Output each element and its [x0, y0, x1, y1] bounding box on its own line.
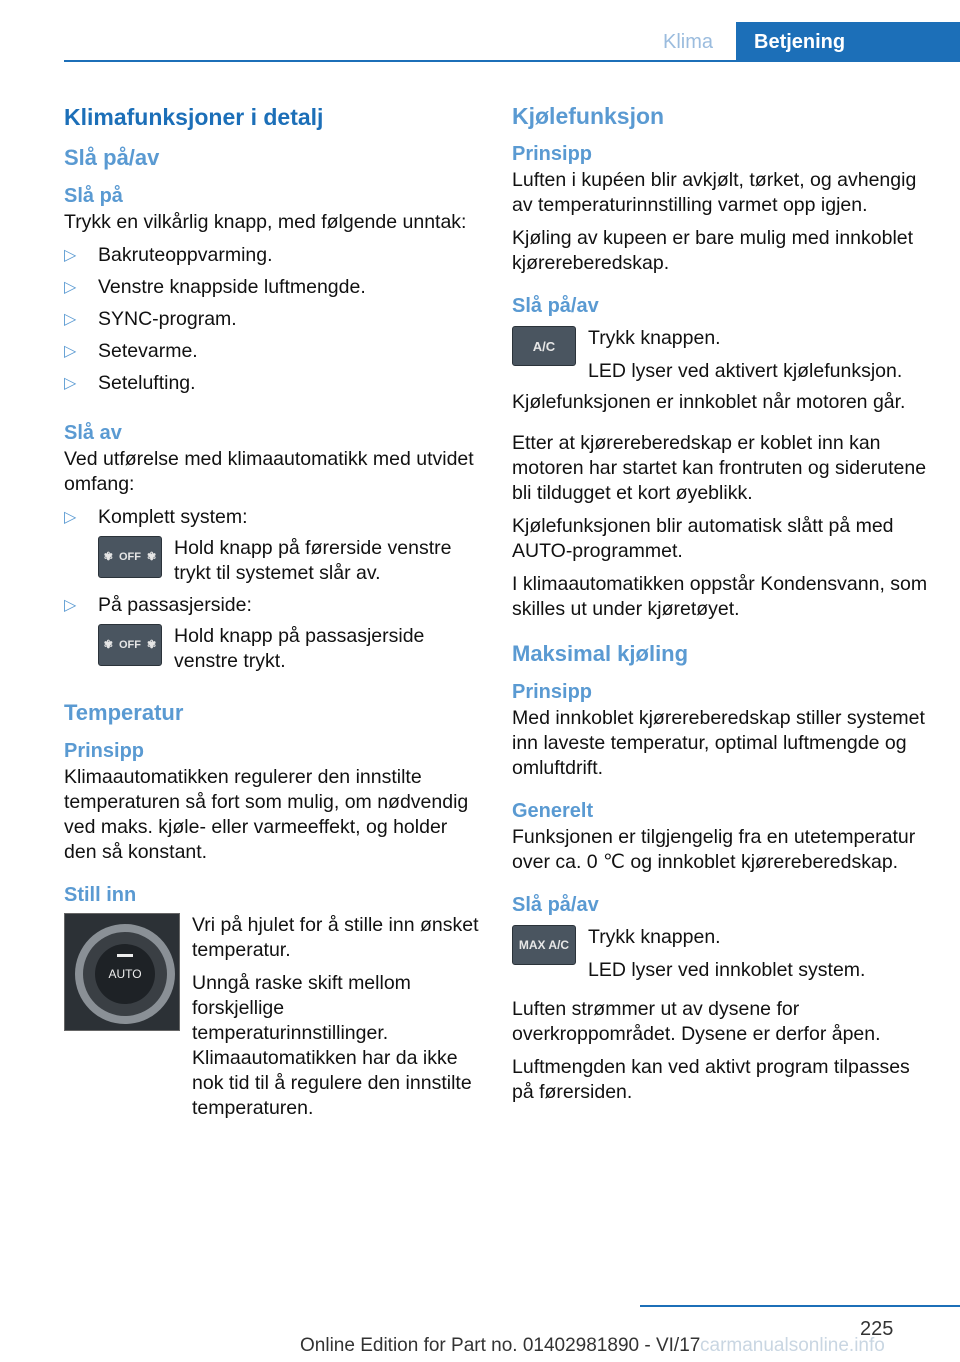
triangle-bullet-icon: ▷ — [64, 343, 77, 360]
heading-cooling: Kjølefunksjon — [512, 103, 665, 129]
list-item: ▷ SYNC-program. — [64, 308, 237, 330]
led-sys-text: LED lyser ved innkoblet system. — [588, 959, 866, 981]
list-item: ▷ Setelufting. — [64, 372, 196, 394]
fan-off-button-icon: ✾ OFF ✾ — [98, 536, 162, 578]
heading-on: Slå på — [64, 185, 123, 207]
off-item1-desc: Hold knapp på førerside venstre trykt til systemet slår av. — [174, 537, 452, 584]
condensation-text: I klimaautomatikken oppstår Kondensvann, som skilles ut under kjøretøyet. — [512, 573, 928, 620]
heading-principle-2: Prinsipp — [512, 681, 593, 703]
off-list — [64, 505, 484, 674]
tab-betjening[interactable]: Betjening — [736, 22, 960, 62]
triangle-bullet-icon: ▷ — [64, 247, 77, 264]
general-text: Funksjonen er tilgjengelig fra en utetemperatur over ca. 0 ℃ og innkoblet kjørereberedskap. — [512, 826, 916, 873]
heading-on-off-2: Slå på/av — [512, 894, 599, 916]
tab-klima[interactable]: Klima — [662, 30, 713, 53]
triangle-bullet-icon: ▷ — [64, 509, 77, 526]
heading-max-cooling: Maksimal kjøling — [512, 641, 689, 666]
list-item: ▷ Komplett system: ✾ OFF ✾ Hold knapp på førerside venstre trykt til systemet slår av. — [64, 505, 484, 586]
right-column — [512, 100, 932, 1105]
triangle-bullet-icon: ▷ — [64, 375, 77, 392]
triangle-bullet-icon: ▷ — [64, 597, 77, 614]
air-text: Luften strømmer ut av dysene for overkroppområdet. Dysene er derfor åpen. — [512, 998, 881, 1045]
principle-text-1: Luften i kupéen blir avkjølt, tørket, og avhengig av temperaturinnstilling varmet opp igjen. — [512, 169, 917, 216]
press-text-2: Trykk knappen. — [588, 926, 721, 948]
set-text-1: Vri på hjulet for å stille inn ønsket temperatur. — [192, 914, 479, 961]
principle-text-2: Kjøling av kupeen er bare mulig med innkoblet kjørereberedskap. — [512, 227, 914, 274]
svg-text:AUTO: AUTO — [108, 967, 142, 981]
heading-off: Slå av — [64, 422, 122, 444]
left-column — [64, 100, 484, 1127]
max-text: Med innkoblet kjørereberedskap stiller systemet inn laveste temperatur, optimal luftmengde og omluftdrift. — [512, 707, 925, 779]
press-text: Trykk knappen. — [588, 327, 721, 349]
watermark: carmanualsonline.info — [700, 1335, 885, 1356]
list-item: ▷ Venstre knappside luftmengde. — [64, 276, 366, 298]
off-text: Ved utførelse med klimaautomatikk med utvidet omfang: — [64, 448, 474, 495]
cool-engine-text: Kjølefunksjonen er innkoblet når motoren går. — [512, 391, 906, 413]
dial-icon — [65, 914, 179, 1030]
set-text-2: Unngå raske skift mellom forskjellige temperaturinnstillinger. Klimaautomatikken har da ikke nok tid til å regulere den innstilte temperaturen. — [192, 972, 472, 1119]
footer-rule — [640, 1305, 960, 1307]
list-item: ▷ Setevarme. — [64, 340, 198, 362]
ac-button-icon: A/C — [512, 326, 576, 366]
on-text: Trykk en vilkårlig knapp, med følgende unntak: — [64, 211, 467, 233]
triangle-bullet-icon: ▷ — [64, 311, 77, 328]
list-item: ▷ Bakruteoppvarming. — [64, 244, 273, 266]
after-text: Etter at kjørereberedskap er koblet inn kan motoren har startet kan frontruten og siderutene bli tildugget et kort øyeblikk. — [512, 432, 927, 504]
heading-principle: Prinsipp — [512, 143, 593, 165]
edition-text: Online Edition for Part no. 01402981890 - VI/17 — [300, 1335, 701, 1356]
auto-text: Kjølefunksjonen blir automatisk slått på med AUTO-programmet. — [512, 515, 894, 562]
heading-principle: Prinsipp — [64, 740, 145, 762]
heading-general: Generelt — [512, 800, 594, 822]
heading-set: Still inn — [64, 884, 137, 906]
principle-text: Klimaautomatikken regulerer den innstilte temperaturen så fort som mulig, om nødvendig ved maks. kjøle- eller varmeeffekt, og holder den så konstant. — [64, 766, 469, 863]
led-cool-text: LED lyser ved aktivert kjølefunksjon. — [588, 360, 903, 382]
max-ac-button-icon: MAX A/C — [512, 925, 576, 965]
triangle-bullet-icon: ▷ — [64, 279, 77, 296]
fan-off-button-icon: ✾ OFF ✾ — [98, 624, 162, 666]
on-exceptions-list — [64, 243, 484, 396]
heading-temperature: Temperatur — [64, 700, 184, 725]
off-item2-desc: Hold knapp på passasjerside venstre trykt. — [174, 625, 425, 672]
list-item: ▷ På passasjerside: ✾ OFF ✾ Hold knapp på passasjerside venstre trykt. — [64, 593, 484, 674]
section-title: Klimafunksjoner i detalj — [64, 104, 324, 130]
temperature-dial-image — [64, 913, 180, 1031]
amount-text: Luftmengden kan ved aktivt program tilpasses på førersiden. — [512, 1056, 910, 1103]
heading-on-off: Slå på/av — [64, 145, 160, 170]
heading-on-off: Slå på/av — [512, 295, 599, 317]
page-number: 225 — [860, 1318, 894, 1340]
